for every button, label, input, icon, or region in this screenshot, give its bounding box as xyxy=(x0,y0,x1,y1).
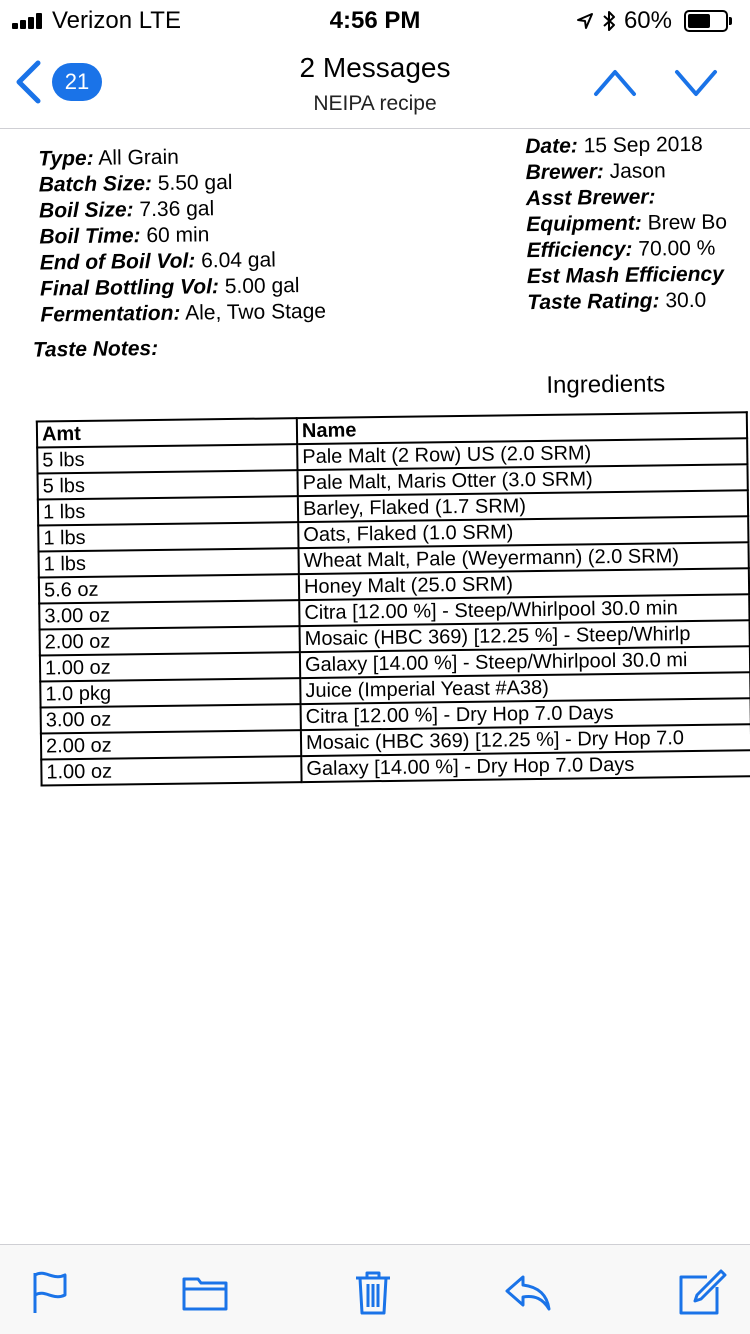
ingredient-name: Pale Malt, Maris Otter (3.0 SRM) xyxy=(297,464,747,496)
recipe-detail-line xyxy=(39,169,325,199)
carrier-label: Verizon LTE xyxy=(52,7,181,34)
recipe-detail-label: Efficiency: xyxy=(526,237,633,263)
recipe-detail-label: Date: xyxy=(525,134,578,159)
recipe-detail-label: End of Boil Vol: xyxy=(39,249,196,275)
recipe-detail-value: All Grain xyxy=(98,145,179,170)
recipe-detail-line xyxy=(38,143,324,173)
recipe-detail-value: 15 Sep 2018 xyxy=(583,132,703,158)
recipe-detail-line xyxy=(40,299,326,329)
recipe-detail-line xyxy=(527,261,728,290)
location-arrow-icon xyxy=(576,12,594,30)
compose-icon[interactable] xyxy=(677,1267,727,1317)
ingredient-name: Mosaic (HBC 369) [12.25 %] - Steep/Whirlp xyxy=(300,620,750,652)
recipe-detail-value: Jason xyxy=(609,159,666,184)
recipe-detail-label: Equipment: xyxy=(526,211,642,237)
recipe-detail-line xyxy=(526,183,727,212)
recipe-detail-value: 5.00 gal xyxy=(224,274,300,299)
reply-icon[interactable] xyxy=(503,1267,553,1317)
recipe-details-right xyxy=(525,131,728,316)
thread-title: 2 Messages xyxy=(299,52,451,83)
recipe-detail-line xyxy=(39,221,325,251)
recipe-detail-line xyxy=(527,287,728,316)
ingredient-name: Citra [12.00 %] - Steep/Whirlpool 30.0 min xyxy=(299,594,749,626)
recipe-detail-label: Asst Brewer: xyxy=(525,185,656,211)
navigation-bar xyxy=(0,40,750,129)
ingredient-name: Honey Malt (25.0 SRM) xyxy=(299,568,749,600)
ingredient-name: Mosaic (HBC 369) [12.25 %] - Dry Hop 7.0 xyxy=(301,724,750,756)
ingredient-amount: 2.00 oz xyxy=(41,730,301,759)
recipe-detail-value: 60 min xyxy=(146,223,210,248)
recipe-detail-line xyxy=(525,157,726,186)
recipe-detail-line xyxy=(525,131,726,160)
status-bar xyxy=(0,0,750,40)
ingredient-amount: 1 lbs xyxy=(39,548,299,577)
trash-icon[interactable] xyxy=(348,1267,398,1317)
recipe-detail-label: Taste Rating: xyxy=(527,289,660,315)
folder-icon[interactable] xyxy=(180,1267,230,1317)
ingredients-table xyxy=(36,411,750,786)
battery-icon xyxy=(684,10,728,32)
ingredient-name: Juice (Imperial Yeast #A38) xyxy=(300,672,750,704)
recipe-detail-value: 70.00 % xyxy=(638,236,716,261)
recipe-detail-label: Final Bottling Vol: xyxy=(39,275,220,301)
ingredient-name: Pale Malt (2 Row) US (2.0 SRM) xyxy=(297,438,747,470)
ingredient-name: Barley, Flaked (1.7 SRM) xyxy=(298,490,748,522)
thread-subject: NEIPA recipe xyxy=(313,92,437,115)
recipe-detail-label: Type: xyxy=(38,146,94,171)
status-right xyxy=(576,7,728,35)
previous-message-icon[interactable] xyxy=(592,62,638,102)
ingredients-heading: Ingredients xyxy=(546,370,666,399)
ingredient-amount: 5 lbs xyxy=(37,444,297,473)
recipe-detail-label: Fermentation: xyxy=(40,301,181,327)
recipe-detail-label: Batch Size: xyxy=(38,172,153,197)
ingredient-name: Galaxy [14.00 %] - Dry Hop 7.0 Days xyxy=(301,750,750,782)
ingredient-amount: 1.00 oz xyxy=(41,756,301,785)
amt-column-header: Amt xyxy=(37,418,297,447)
recipe-detail-value: 7.36 gal xyxy=(139,197,215,222)
recipe-detail-label: Brewer: xyxy=(525,160,604,185)
name-column-header: Name xyxy=(297,412,747,444)
recipe-detail-label: Boil Size: xyxy=(38,198,134,223)
recipe-detail-label: Est Mash Efficiency xyxy=(526,262,724,289)
ingredient-name: Galaxy [14.00 %] - Steep/Whirlpool 30.0 mi xyxy=(300,646,750,678)
ingredient-amount: 3.00 oz xyxy=(41,704,301,733)
next-message-icon[interactable] xyxy=(673,62,719,102)
message-toolbar xyxy=(0,1244,750,1334)
ingredient-amount: 5 lbs xyxy=(38,470,298,499)
unread-count-badge: 21 xyxy=(52,63,102,101)
ingredient-amount: 1 lbs xyxy=(38,522,298,551)
ingredient-amount: 3.00 oz xyxy=(39,600,299,629)
recipe-detail-value: 5.50 gal xyxy=(157,170,233,195)
recipe-detail-value: Ale, Two Stage xyxy=(184,299,327,325)
flag-icon[interactable] xyxy=(27,1267,77,1317)
taste-notes-label: Taste Notes: xyxy=(32,336,159,362)
ingredient-amount: 1.00 oz xyxy=(40,652,300,681)
recipe-details-left xyxy=(38,143,326,329)
ingredient-amount: 2.00 oz xyxy=(40,626,300,655)
recipe-detail-line xyxy=(526,235,727,264)
battery-percent: 60% xyxy=(623,7,672,34)
ingredient-amount: 1 lbs xyxy=(38,496,298,525)
ingredient-amount: 5.6 oz xyxy=(39,574,299,603)
status-time: 4:56 PM xyxy=(329,7,421,34)
recipe-detail-value: Brew Bo xyxy=(647,210,728,235)
ingredient-name: Wheat Malt, Pale (Weyermann) (2.0 SRM) xyxy=(299,542,749,574)
recipe-detail-value: 30.0 xyxy=(665,288,707,313)
recipe-detail-line xyxy=(40,273,326,303)
ingredient-name: Oats, Flaked (1.0 SRM) xyxy=(298,516,748,548)
recipe-detail-label: Boil Time: xyxy=(39,224,141,249)
recipe-detail-line xyxy=(526,209,727,238)
bluetooth-icon xyxy=(602,10,616,32)
recipe-detail-value: 6.04 gal xyxy=(200,248,276,273)
recipe-detail-line xyxy=(39,195,325,225)
ingredient-name: Citra [12.00 %] - Dry Hop 7.0 Days xyxy=(301,698,750,730)
recipe-detail-line xyxy=(40,247,326,277)
recipe-attachment xyxy=(0,129,750,1244)
ingredient-amount: 1.0 pkg xyxy=(40,678,300,707)
